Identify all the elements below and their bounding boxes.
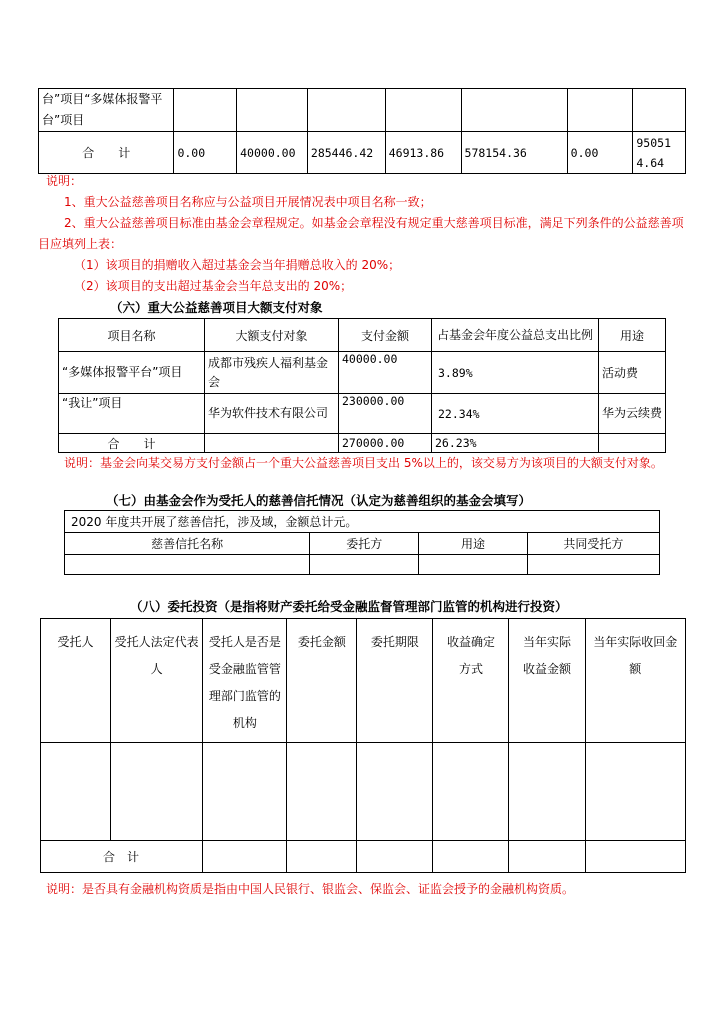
total-value: 578154.36	[461, 132, 567, 174]
col-header: 大额支付对象	[205, 319, 339, 352]
col-header: 当年实际收益金额	[509, 619, 585, 743]
col-header: 委托方	[310, 533, 419, 555]
section7-title: （七）由基金会作为受托人的慈善信托情况（认定为慈善组织的基金会填写）	[106, 493, 532, 508]
col-header: 支付金额	[339, 319, 432, 352]
col-header: 用途	[419, 533, 528, 555]
col-header: 受托人	[41, 619, 111, 743]
section6-note: 说明：基金会向某交易方支付金额占一个重大公益慈善项目支出 5%以上的，该交易方为该项目的大额支付对象。	[64, 456, 663, 470]
trust-summary: 2020 年度共开展了慈善信托，涉及域，金额总计元。	[65, 511, 660, 533]
col-header: 项目名称	[59, 319, 205, 352]
note-line: 1、重大公益慈善项目名称应与公益项目开展情况表中项目名称一致；	[64, 195, 432, 209]
table-row-total	[39, 132, 686, 174]
note-line: （2）该项目的支出超过基金会当年总支出的 20%；	[74, 279, 353, 293]
col-header: 委托金额	[287, 619, 357, 743]
table-row: “我让”项目 华为软件技术有限公司 230000.00 22.34% 华为云续费	[59, 394, 666, 434]
large-payment-table	[58, 318, 666, 453]
total-label: 合 计	[41, 841, 203, 873]
charitable-trust-table	[64, 510, 660, 575]
note-line: （1）该项目的捐赠收入超过基金会当年捐赠总收入的 20%；	[74, 258, 401, 272]
col-header: 占基金会年度公益总支出比例	[432, 319, 599, 352]
total-value: 40000.00	[237, 132, 308, 174]
table-row-total: 合 计 270000.00 26.23%	[59, 434, 666, 453]
entrusted-investment-table	[40, 618, 686, 873]
major-projects-table-continued	[38, 88, 686, 174]
col-header: 委托期限	[357, 619, 433, 743]
col-header: 收益确定方式	[433, 619, 509, 743]
table-row: “多媒体报警平台”项目 成都市残疾人福利基金会 40000.00 3.89% 活动费	[59, 352, 666, 394]
col-header: 慈善信托名称	[65, 533, 310, 555]
total-value: 0.00	[174, 132, 237, 174]
total-value: 46913.86	[385, 132, 461, 174]
section6-title: （六）重大公益慈善项目大额支付对象	[110, 300, 323, 315]
total-label: 合 计	[39, 132, 174, 174]
note-title: 说明：	[46, 174, 83, 188]
col-header: 用途	[599, 319, 666, 352]
total-value: 0.00	[567, 132, 633, 174]
table-row	[65, 555, 660, 575]
col-header: 当年实际收回金额	[585, 619, 685, 743]
notes-table5	[38, 171, 684, 297]
total-value: 285446.42	[307, 132, 385, 174]
table-row-total	[41, 841, 686, 873]
col-header: 受托人法定代表人	[110, 619, 202, 743]
col-header: 受托人是否是受金融监管管理部门监管的机构	[203, 619, 287, 743]
total-value: 950514.64	[633, 132, 686, 174]
project-name-cell: 台”项目“多媒体报警平台”项目	[39, 89, 174, 132]
col-header: 共同受托方	[527, 533, 659, 555]
note-line: 2、重大公益慈善项目标准由基金会章程规定。如基金会章程没有规定重大慈善项目标准，满足下列条件的公益慈善项目应填列上表：	[38, 216, 684, 251]
section8-title: （八）委托投资（是指将财产委托给受金融监督管理部门监管的机构进行投资）	[130, 599, 568, 614]
section8-note: 说明：是否具有金融机构资质是指由中国人民银行、银监会、保监会、证监会授予的金融机构资质。	[46, 882, 575, 896]
table-row	[41, 743, 686, 841]
